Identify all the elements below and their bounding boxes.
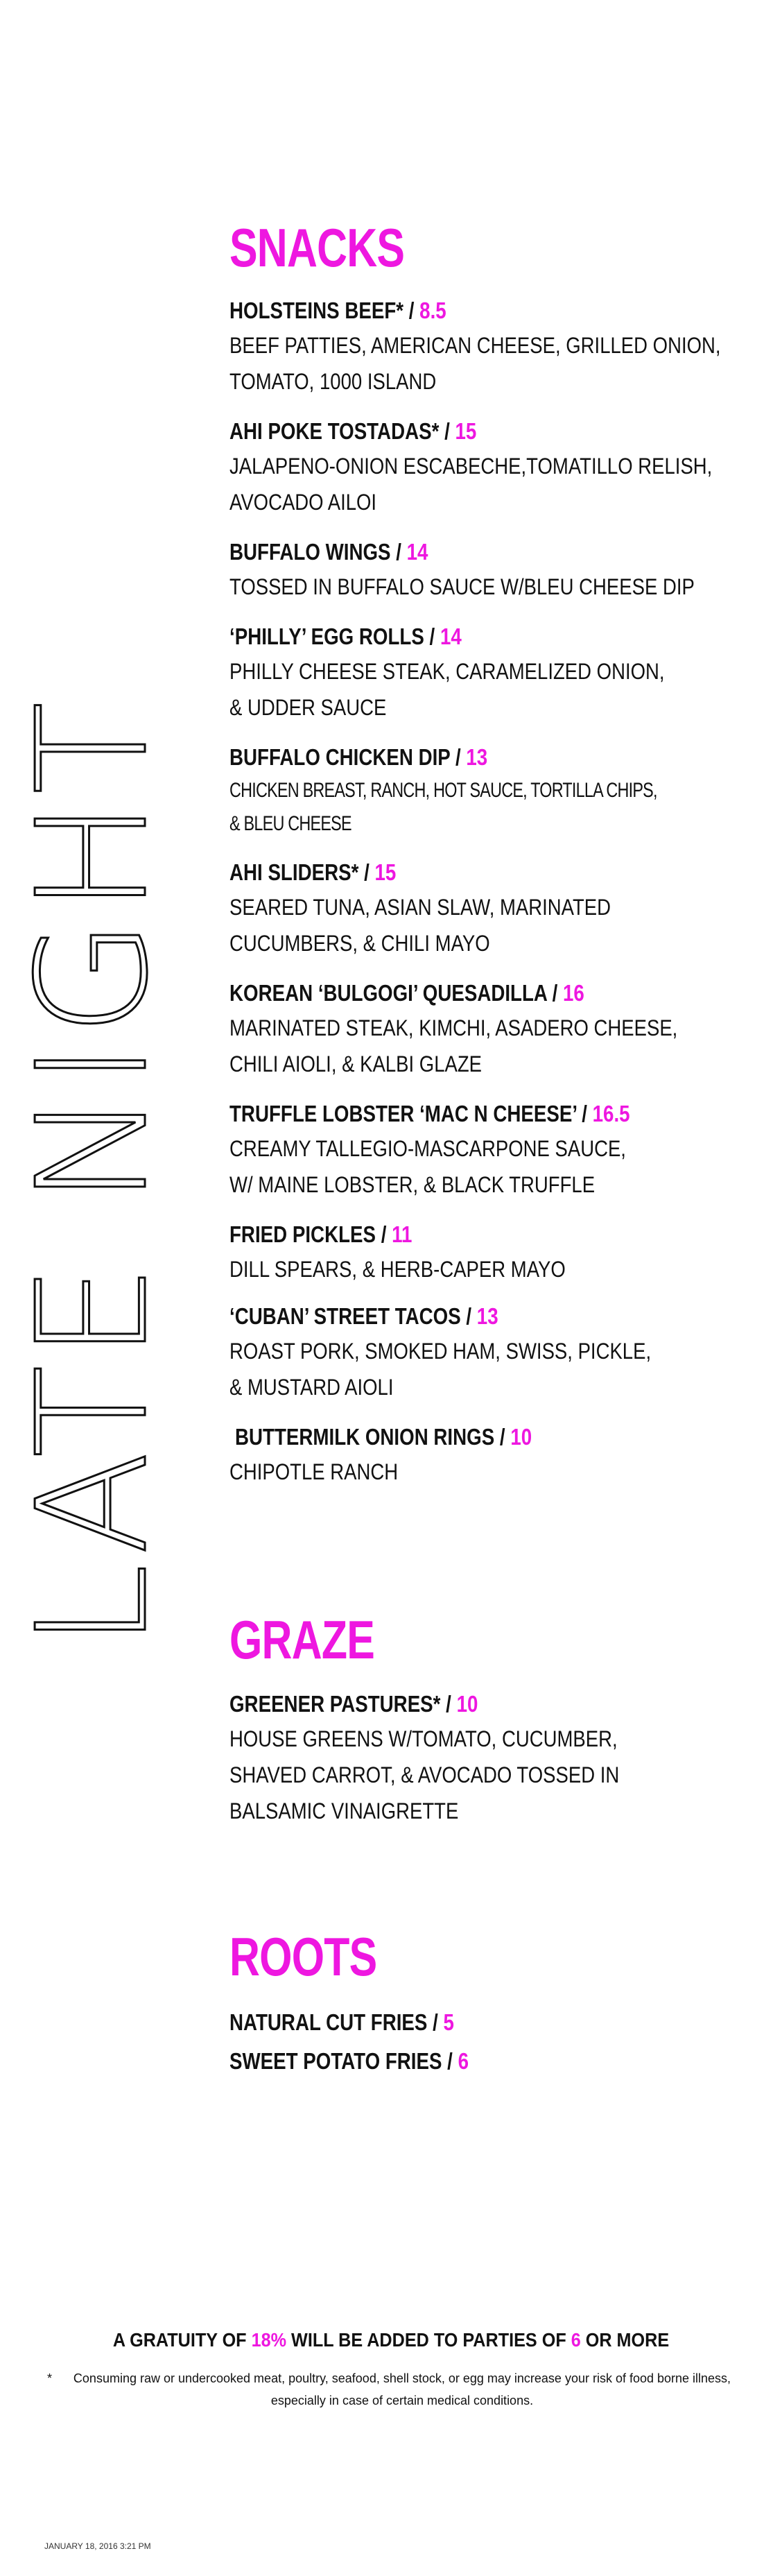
item-description: CUCUMBERS, & CHILI MAYO [229, 931, 490, 956]
item-price: 13 [476, 1303, 498, 1329]
graze-heading: GRAZE [229, 1609, 375, 1670]
item-price: 8.5 [419, 298, 446, 323]
item-description: ROAST PORK, SMOKED HAM, SWISS, PICKLE, [229, 1339, 652, 1364]
menu-item-sweet-potato-fries [229, 2045, 742, 2078]
item-description: TOMATO, 1000 ISLAND [229, 369, 437, 394]
item-name: KOREAN ‘BULGOGI’ QUESADILLA / [229, 980, 558, 1006]
menu-item-ahi-poke-tostadas [229, 415, 742, 520]
item-name: AHI POKE TOSTADAS* / [229, 418, 450, 444]
item-name: ‘PHILLY’ EGG ROLLS / [229, 624, 435, 649]
menu-item-buffalo-chicken-dip [229, 741, 742, 841]
menu-item-korean-bulgogi-quesadilla [229, 977, 742, 1082]
menu-item-greener-pastures [229, 1688, 742, 1829]
item-price: 10 [456, 1691, 478, 1717]
item-description: MARINATED STEAK, KIMCHI, ASADERO CHEESE, [229, 1015, 678, 1040]
gratuity-suffix: OR MORE [585, 2329, 670, 2351]
item-description: PHILLY CHEESE STEAK, CARAMELIZED ONION, [229, 659, 665, 684]
menu-item-holsteins-beef [229, 294, 742, 400]
item-description: & BLEU CHEESE [229, 812, 351, 835]
item-name: ‘CUBAN’ STREET TACOS / [229, 1303, 472, 1329]
gratuity-notice [39, 2329, 742, 2351]
graze-section [229, 1609, 742, 1829]
item-price: 13 [466, 744, 488, 770]
item-description: W/ MAINE LOBSTER, & BLACK TRUFFLE [229, 1172, 596, 1197]
item-description: DILL SPEARS, & HERB-CAPER MAYO [229, 1257, 566, 1282]
note-line-1: Consuming raw or undercooked meat, poultry, seafood, shell stock, or egg may increase your risk of food borne illness, [73, 2371, 731, 2385]
item-name: HOLSTEINS BEEF* / [229, 298, 415, 323]
item-name: FRIED PICKLES / [229, 1221, 387, 1247]
menu-item-philly-egg-rolls [229, 620, 742, 725]
item-name: BUFFALO CHICKEN DIP / [229, 744, 461, 770]
snacks-heading: SNACKS [229, 217, 405, 278]
item-description: AVOCADO AILOI [229, 490, 377, 515]
item-price: 16.5 [592, 1101, 630, 1126]
item-name: NATURAL CUT FRIES / [229, 2009, 438, 2035]
item-name: AHI SLIDERS* / [229, 859, 370, 885]
item-description: SEARED TUNA, ASIAN SLAW, MARINATED [229, 895, 611, 920]
item-price: 14 [406, 539, 428, 565]
item-price: 16 [563, 980, 584, 1006]
late-night-title: LATE NIGHT [6, 696, 181, 1649]
menu-item-cuban-street-tacos [229, 1300, 742, 1405]
item-price: 5 [443, 2009, 454, 2035]
item-name: BUFFALO WINGS / [229, 539, 401, 565]
item-description: CHICKEN BREAST, RANCH, HOT SAUCE, TORTILLA CHIPS, [229, 779, 657, 802]
item-price: 14 [440, 624, 462, 649]
gratuity-prefix: A GRATUITY OF [112, 2329, 247, 2351]
note-marker: * [47, 2371, 53, 2385]
food-safety-note [42, 2367, 763, 2412]
menu-item-buttermilk-onion-rings-desc [229, 1454, 742, 1490]
menu-item-buffalo-wings [229, 535, 742, 605]
item-name: BUTTERMILK ONION RINGS / [235, 1424, 505, 1450]
gratuity-party-size: 6 [571, 2329, 581, 2351]
item-price: 15 [455, 418, 477, 444]
menu-item-natural-cut-fries [229, 2000, 742, 2045]
item-description: BEEF PATTIES, AMERICAN CHEESE, GRILLED ONION, [229, 333, 721, 358]
item-name: TRUFFLE LOBSTER ‘MAC N CHEESE’ / [229, 1101, 587, 1126]
gratuity-percent: 18% [251, 2329, 287, 2351]
note-line-2: especially in case of certain medical conditions. [270, 2394, 534, 2407]
item-price: 6 [458, 2048, 469, 2074]
item-description: SHAVED CARROT, & AVOCADO TOSSED IN [229, 1762, 620, 1787]
item-price: 10 [510, 1424, 532, 1450]
menu-item-truffle-lobster-mac [229, 1097, 742, 1203]
menu-item-buttermilk-onion-rings [229, 1420, 742, 1454]
roots-section [229, 1926, 742, 2078]
roots-heading: ROOTS [229, 1926, 377, 1987]
item-description: & UDDER SAUCE [229, 695, 387, 720]
snacks-section [229, 217, 742, 1490]
item-description: CHILI AIOLI, & KALBI GLAZE [229, 1051, 483, 1076]
item-price: 11 [392, 1221, 412, 1247]
item-name: GREENER PASTURES* / [229, 1691, 451, 1717]
gratuity-middle: WILL BE ADDED TO PARTIES OF [291, 2329, 566, 2351]
item-description: BALSAMIC VINAIGRETTE [229, 1798, 459, 1823]
menu-item-ahi-sliders [229, 856, 742, 961]
item-description: TOSSED IN BUFFALO SAUCE W/BLEU CHEESE DIP [229, 574, 695, 599]
item-description: CHIPOTLE RANCH [229, 1459, 399, 1484]
item-name: SWEET POTATO FRIES / [229, 2048, 453, 2074]
print-date: JANUARY 18, 2016 3:21 PM [44, 2541, 151, 2551]
item-description: CREAMY TALLEGIO-MASCARPONE SAUCE, [229, 1136, 626, 1161]
item-description: HOUSE GREENS W/TOMATO, CUCUMBER, [229, 1726, 618, 1751]
menu-item-fried-pickles [229, 1218, 742, 1287]
item-price: 15 [374, 859, 397, 885]
item-description: JALAPENO-ONION ESCABECHE,TOMATILLO RELISH, [229, 454, 713, 479]
item-description: & MUSTARD AIOLI [229, 1375, 394, 1400]
